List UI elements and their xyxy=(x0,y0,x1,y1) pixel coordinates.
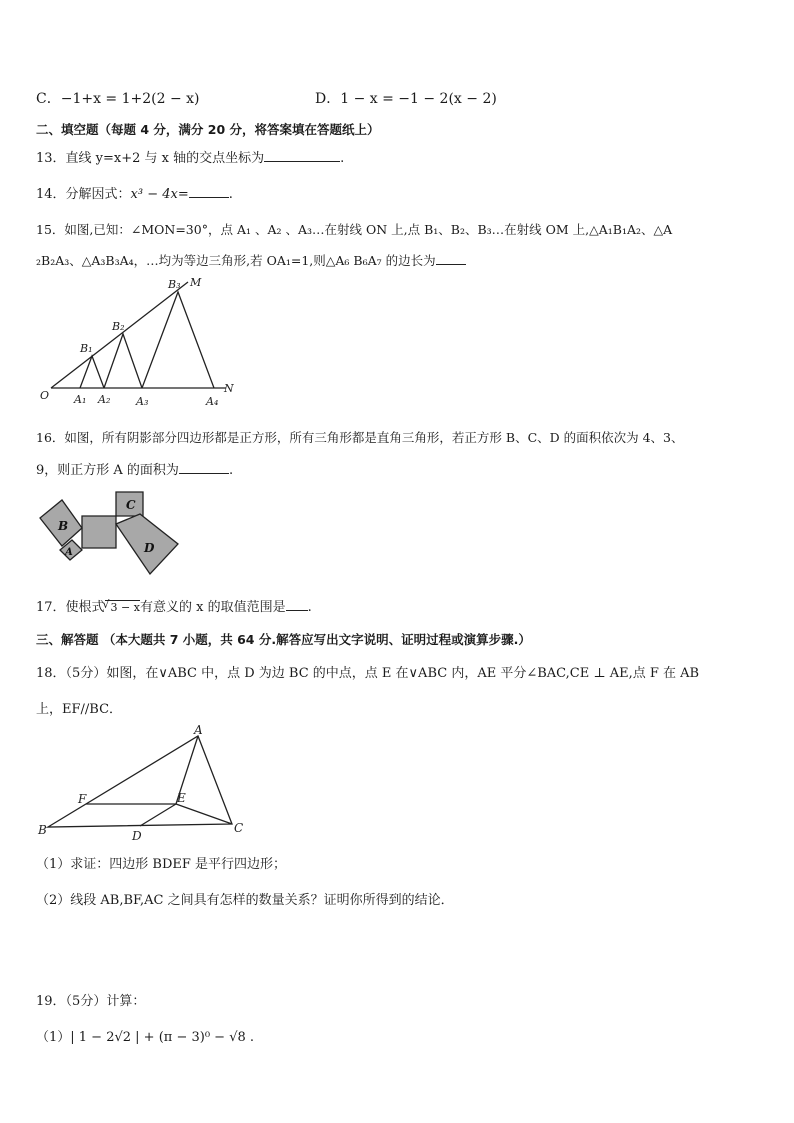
label-b: B xyxy=(58,519,69,533)
triangle-a3b3a4 xyxy=(142,292,214,388)
q19-part-1: （1）| 1 − 2√2 | + (π − 3)⁰ − √8 . xyxy=(36,1030,255,1045)
answer-blank xyxy=(436,252,466,265)
q14-prefix: 14．分解因式： xyxy=(36,187,131,202)
question-16-line-2 xyxy=(36,459,233,478)
label-a: A xyxy=(65,547,73,558)
answer-blank xyxy=(286,598,308,611)
label-a1: A₁ xyxy=(74,393,87,406)
label-b: B xyxy=(38,823,47,837)
label-n: N xyxy=(224,382,234,395)
q18-line-2: 上，EF//BC． xyxy=(36,702,123,717)
segment-ed xyxy=(140,804,176,826)
radical xyxy=(102,598,140,614)
answer-blank xyxy=(189,185,229,198)
q15-line-1: 15．如图,已知：∠MON=30°，点 A₁ 、A₂ 、A₃…在射线 ON 上,点 B₁、B₂、B₃…在射线 OM 上,△A₁B₁A₂、△A xyxy=(36,222,673,237)
segment-ec xyxy=(176,804,232,824)
radical-sign: √ xyxy=(102,598,110,611)
label-a: A xyxy=(194,723,203,737)
label-c: C xyxy=(126,498,136,512)
label-a2: A₂ xyxy=(98,393,111,406)
ray-om xyxy=(51,282,188,388)
section-2-title: 二、填空题（每题 4 分，满分 20 分，将答案填在答题纸上） xyxy=(36,122,380,137)
q13-text: 13．直线 y=x+2 与 x 轴的交点坐标为 xyxy=(36,151,265,166)
q18-line-1: 18．（5分）如图，在∨ABC 中，点 D 为边 BC 的中点，点 E 在∨ABC 内，AE 平分∠BAC,CE ⊥ AE,点 F 在 AB xyxy=(36,666,700,681)
option-d: D．1 − x = −1 − 2(x − 2) xyxy=(315,91,497,107)
label-a4: A₄ xyxy=(206,395,219,408)
triangle-abc xyxy=(48,736,232,827)
triangle-a1b1a2 xyxy=(80,356,104,388)
q14-tail: . xyxy=(228,187,233,202)
label-c: C xyxy=(234,821,244,835)
question-13 xyxy=(36,147,344,166)
label-d: D xyxy=(144,541,155,555)
q13-tail: . xyxy=(340,151,345,166)
q19-line-1: 19．（5分）计算： xyxy=(36,994,146,1009)
section-3-title: 三、解答题 （本大题共 7 小题，共 64 分.解答应写出文字说明、证明过程或演算步骤.） xyxy=(36,632,531,647)
label-a3: A₃ xyxy=(136,395,149,408)
label-b2: B₂ xyxy=(112,320,125,333)
q17-prefix: 17．使根式 xyxy=(36,600,105,615)
q15-line-2: ₂B₂A₃、△A₃B₃A₄，…均为等边三角形,若 OA₁=1,则△A₆ B₆A₇ 的边长为 xyxy=(36,253,436,268)
question-15-line-2 xyxy=(36,251,466,269)
square-middle xyxy=(82,516,116,548)
q17-mid: 有意义的 x 的取值范围是 xyxy=(139,600,286,615)
q14-expression: x³ − 4x= xyxy=(130,187,189,202)
q17-tail: . xyxy=(307,600,312,615)
q16-line-1: 16．如图，所有阴影部分四边形都是正方形，所有三角形都是直角三角形，若正方形 B、C、D 的面积依次为 4、3、 xyxy=(36,430,684,445)
q17-radicand: 3 − x xyxy=(110,601,140,614)
label-d: D xyxy=(132,829,142,843)
answer-blank xyxy=(264,149,340,162)
label-e: E xyxy=(177,791,186,805)
answer-blank xyxy=(179,461,229,474)
equilateral-triangles-figure xyxy=(36,272,246,412)
q18-part-1: （1）求证：四边形 BDEF 是平行四边形； xyxy=(36,857,287,872)
label-b1: B₁ xyxy=(80,342,93,355)
squares-figure xyxy=(36,488,186,580)
label-m: M xyxy=(190,276,202,289)
q16-tail: . xyxy=(228,463,234,478)
question-17 xyxy=(36,596,312,615)
triangle-abc-figure xyxy=(36,722,256,846)
q18-part-2: （2）线段 AB,BF,AC 之间具有怎样的数量关系？证明你所得到的结论． xyxy=(36,893,454,908)
label-f: F xyxy=(78,792,87,806)
q16-line-2: 9，则正方形 A 的面积为 xyxy=(36,463,179,478)
option-c: C．−1+x = 1+2(2 − x) xyxy=(36,91,200,107)
label-o: O xyxy=(40,389,50,402)
question-14 xyxy=(36,183,233,202)
label-b3: B₃ xyxy=(168,278,181,291)
